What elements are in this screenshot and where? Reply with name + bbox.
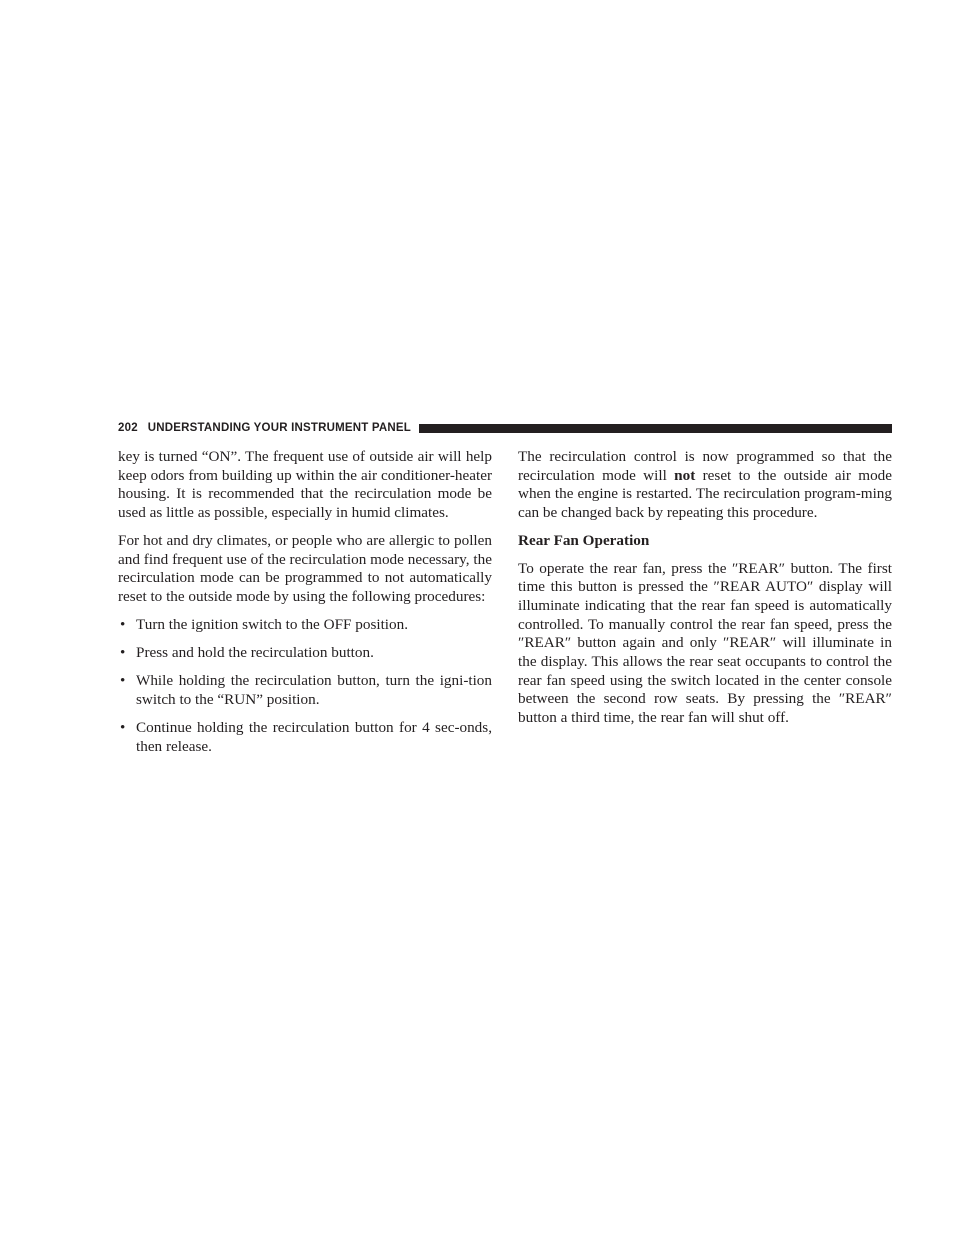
paragraph-text: The recirculation control is now programmed so that the recirculation mode will — [518, 448, 892, 484]
list-item — [118, 644, 492, 663]
bullet-icon: • — [120, 643, 126, 661]
list-item — [118, 719, 492, 756]
bullet-icon: • — [120, 672, 126, 690]
list-item-text: Press and hold the recirculation button. — [136, 643, 374, 661]
procedure-list — [118, 616, 492, 757]
section-title: UNDERSTANDING YOUR INSTRUMENT PANEL — [147, 422, 411, 434]
paragraph-outside-air: key is turned “ON”. The frequent use of outside air will help keep odors from building up within the air conditioner-heater housing. It is recommended that the recirculation mode be used as little as possible, especially in humid climates. — [118, 448, 492, 522]
subheading-rear-fan-operation: Rear Fan Operation — [518, 531, 650, 549]
list-item-text: Continue holding the recirculation button for 4 sec-onds, then release. — [136, 718, 492, 755]
right-column — [518, 448, 892, 737]
header-rule — [419, 424, 892, 433]
paragraph-rear-fan: To operate the rear fan, press the ″REAR″ button. The first time this button is pressed the ″REAR AUTO″ display will illuminate indicating that the rear fan speed is automatically controlled. To manually control the rear fan speed, press the ″REAR″ button again and only ″REAR″ will illuminate in the display. This allows the rear seat occupants to control the rear fan speed using the switch located in the center console between the second row seats. By pressing the ″REAR″ button a third time, the rear fan will shut off. — [518, 559, 892, 727]
page-number: 202 — [118, 422, 138, 434]
emphasis-not: not — [674, 466, 696, 484]
page-header — [118, 419, 892, 437]
bullet-icon: • — [120, 615, 126, 633]
list-item — [118, 672, 492, 709]
bullet-icon: • — [120, 718, 126, 736]
paragraph-recirculation-programmed — [518, 448, 892, 523]
list-item-text: While holding the recirculation button, turn the igni-tion switch to the “RUN” position. — [136, 672, 492, 708]
paragraph-text: reset to the outside air mode when the engine is restarted. The recirculation program-ming can be changed back by repeating this procedure. — [518, 466, 893, 522]
left-column — [118, 448, 492, 766]
paragraph-hot-dry-climates: For hot and dry climates, or people who are allergic to pollen and find frequent use of the recirculation mode necessary, the recirculation mode can be programmed to not automatically reset to the outside mode by using the following procedures: — [118, 531, 492, 605]
list-item — [118, 616, 492, 635]
list-item-text: Turn the ignition switch to the OFF position. — [136, 615, 408, 633]
